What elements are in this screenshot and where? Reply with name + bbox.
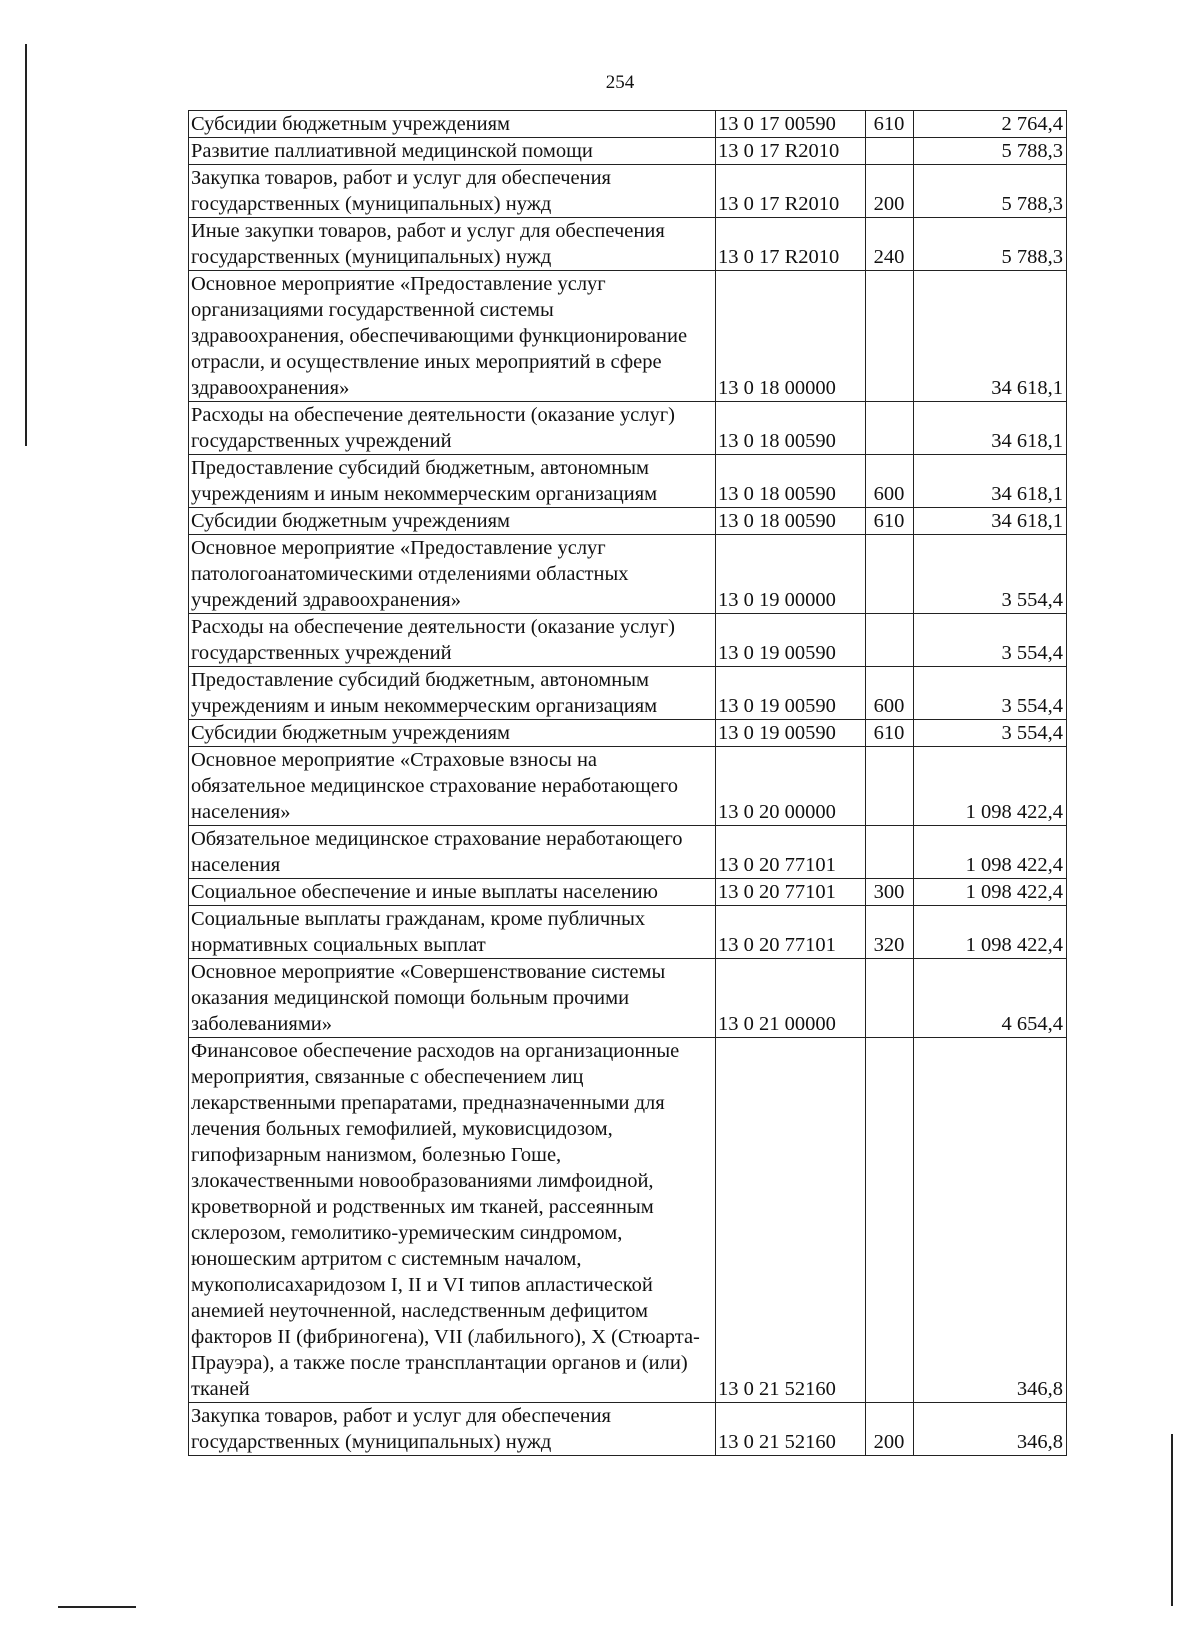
row-amount: 1 098 422,4 — [914, 906, 1067, 959]
row-amount: 346,8 — [914, 1403, 1067, 1456]
row-name: Предоставление субсидий бюджетным, автономным учреждениям и иным некоммерческим организациям — [189, 455, 716, 508]
row-expense-kind — [866, 747, 914, 826]
row-expense-kind — [866, 271, 914, 402]
row-name: Субсидии бюджетным учреждениям — [189, 111, 716, 138]
row-expense-kind: 200 — [866, 165, 914, 218]
row-amount: 34 618,1 — [914, 455, 1067, 508]
row-name: Основное мероприятие «Предоставление услуг организациями государственной системы здравоохранения, обеспечивающими функционирование отрасли, и осуществление иных мероприятий в сфере здравоохранения» — [189, 271, 716, 402]
table-row — [189, 1403, 1067, 1456]
row-code: 13 0 21 00000 — [716, 959, 866, 1038]
table-row — [189, 959, 1067, 1038]
row-code: 13 0 17 R2010 — [716, 138, 866, 165]
row-name: Финансовое обеспечение расходов на организационные мероприятия, связанные с обеспечением лиц лекарственными препаратами, предназначенными для лечения больных гемофилией, муковисцидозом, гипофизарным нанизмом, болезнью Гоше, злокачественными новообразованиями лимфоидной, кроветворной и родственных им тканей, рассеянным склерозом, гемолитико-уремическим синдромом, юношеским артритом с системным началом, мукополисахаридозом I, II и VI типов апластической анемией неуточненной, наследственным дефицитом факторов II (фибриногена), VII (лабильного), X (Стюарта-Прауэра), а также после трансплантации органов и (или) тканей — [189, 1038, 716, 1403]
row-expense-kind: 320 — [866, 906, 914, 959]
row-name: Основное мероприятие «Предоставление услуг патологоанатомическими отделениями областных учреждений здравоохранения» — [189, 535, 716, 614]
page-number: 254 — [605, 72, 635, 93]
row-amount: 346,8 — [914, 1038, 1067, 1403]
row-expense-kind: 600 — [866, 667, 914, 720]
table-row — [189, 455, 1067, 508]
row-name: Развитие паллиативной медицинской помощи — [189, 138, 716, 165]
scan-mark-left — [25, 44, 27, 446]
row-expense-kind: 600 — [866, 455, 914, 508]
row-name: Обязательное медицинское страхование неработающего населения — [189, 826, 716, 879]
row-name: Субсидии бюджетным учреждениям — [189, 720, 716, 747]
row-amount: 1 098 422,4 — [914, 879, 1067, 906]
row-amount: 3 554,4 — [914, 614, 1067, 667]
budget-table-body — [189, 111, 1067, 1456]
scan-mark-bottom — [58, 1606, 136, 1608]
row-code: 13 0 18 00590 — [716, 402, 866, 455]
row-expense-kind: 610 — [866, 508, 914, 535]
row-amount: 5 788,3 — [914, 165, 1067, 218]
row-expense-kind — [866, 138, 914, 165]
row-name: Субсидии бюджетным учреждениям — [189, 508, 716, 535]
row-expense-kind: 610 — [866, 720, 914, 747]
row-amount: 34 618,1 — [914, 508, 1067, 535]
table-row — [189, 747, 1067, 826]
row-amount: 5 788,3 — [914, 138, 1067, 165]
row-code: 13 0 18 00590 — [716, 508, 866, 535]
row-code: 13 0 17 R2010 — [716, 218, 866, 271]
table-row — [189, 111, 1067, 138]
table-row — [189, 667, 1067, 720]
row-code: 13 0 21 52160 — [716, 1038, 866, 1403]
row-amount: 4 654,4 — [914, 959, 1067, 1038]
row-name: Расходы на обеспечение деятельности (оказание услуг) государственных учреждений — [189, 614, 716, 667]
scan-mark-right — [1171, 1434, 1173, 1606]
row-expense-kind — [866, 1038, 914, 1403]
table-row — [189, 906, 1067, 959]
table-row — [189, 826, 1067, 879]
row-name: Основное мероприятие «Совершенствование системы оказания медицинской помощи больным прочими заболеваниями» — [189, 959, 716, 1038]
row-code: 13 0 20 77101 — [716, 906, 866, 959]
row-code: 13 0 18 00000 — [716, 271, 866, 402]
row-code: 13 0 20 00000 — [716, 747, 866, 826]
row-expense-kind: 610 — [866, 111, 914, 138]
row-name: Расходы на обеспечение деятельности (оказание услуг) государственных учреждений — [189, 402, 716, 455]
table-row — [189, 165, 1067, 218]
table-row — [189, 535, 1067, 614]
row-name: Закупка товаров, работ и услуг для обеспечения государственных (муниципальных) нужд — [189, 165, 716, 218]
row-expense-kind — [866, 826, 914, 879]
budget-table — [188, 110, 1067, 1456]
row-expense-kind: 300 — [866, 879, 914, 906]
row-name: Иные закупки товаров, работ и услуг для обеспечения государственных (муниципальных) нужд — [189, 218, 716, 271]
row-name: Основное мероприятие «Страховые взносы на обязательное медицинское страхование неработающего населения» — [189, 747, 716, 826]
row-name: Социальные выплаты гражданам, кроме публичных нормативных социальных выплат — [189, 906, 716, 959]
row-expense-kind — [866, 535, 914, 614]
row-expense-kind — [866, 614, 914, 667]
row-name: Социальное обеспечение и иные выплаты населению — [189, 879, 716, 906]
row-expense-kind: 200 — [866, 1403, 914, 1456]
row-amount: 1 098 422,4 — [914, 826, 1067, 879]
table-row — [189, 614, 1067, 667]
table-row — [189, 508, 1067, 535]
row-amount: 5 788,3 — [914, 218, 1067, 271]
row-code: 13 0 19 00000 — [716, 535, 866, 614]
row-expense-kind: 240 — [866, 218, 914, 271]
row-code: 13 0 20 77101 — [716, 879, 866, 906]
row-amount: 3 554,4 — [914, 720, 1067, 747]
table-row — [189, 271, 1067, 402]
row-amount: 3 554,4 — [914, 667, 1067, 720]
row-amount: 2 764,4 — [914, 111, 1067, 138]
row-code: 13 0 19 00590 — [716, 614, 866, 667]
row-code: 13 0 19 00590 — [716, 720, 866, 747]
row-code: 13 0 20 77101 — [716, 826, 866, 879]
table-row — [189, 138, 1067, 165]
row-code: 13 0 19 00590 — [716, 667, 866, 720]
row-amount: 34 618,1 — [914, 271, 1067, 402]
row-amount: 1 098 422,4 — [914, 747, 1067, 826]
row-code: 13 0 21 52160 — [716, 1403, 866, 1456]
row-name: Закупка товаров, работ и услуг для обеспечения государственных (муниципальных) нужд — [189, 1403, 716, 1456]
row-amount: 34 618,1 — [914, 402, 1067, 455]
row-amount: 3 554,4 — [914, 535, 1067, 614]
row-code: 13 0 17 R2010 — [716, 165, 866, 218]
row-name: Предоставление субсидий бюджетным, автономным учреждениям и иным некоммерческим организациям — [189, 667, 716, 720]
table-row — [189, 402, 1067, 455]
table-row — [189, 1038, 1067, 1403]
row-code: 13 0 17 00590 — [716, 111, 866, 138]
row-code: 13 0 18 00590 — [716, 455, 866, 508]
row-expense-kind — [866, 402, 914, 455]
row-expense-kind — [866, 959, 914, 1038]
table-row — [189, 879, 1067, 906]
table-row — [189, 720, 1067, 747]
table-row — [189, 218, 1067, 271]
